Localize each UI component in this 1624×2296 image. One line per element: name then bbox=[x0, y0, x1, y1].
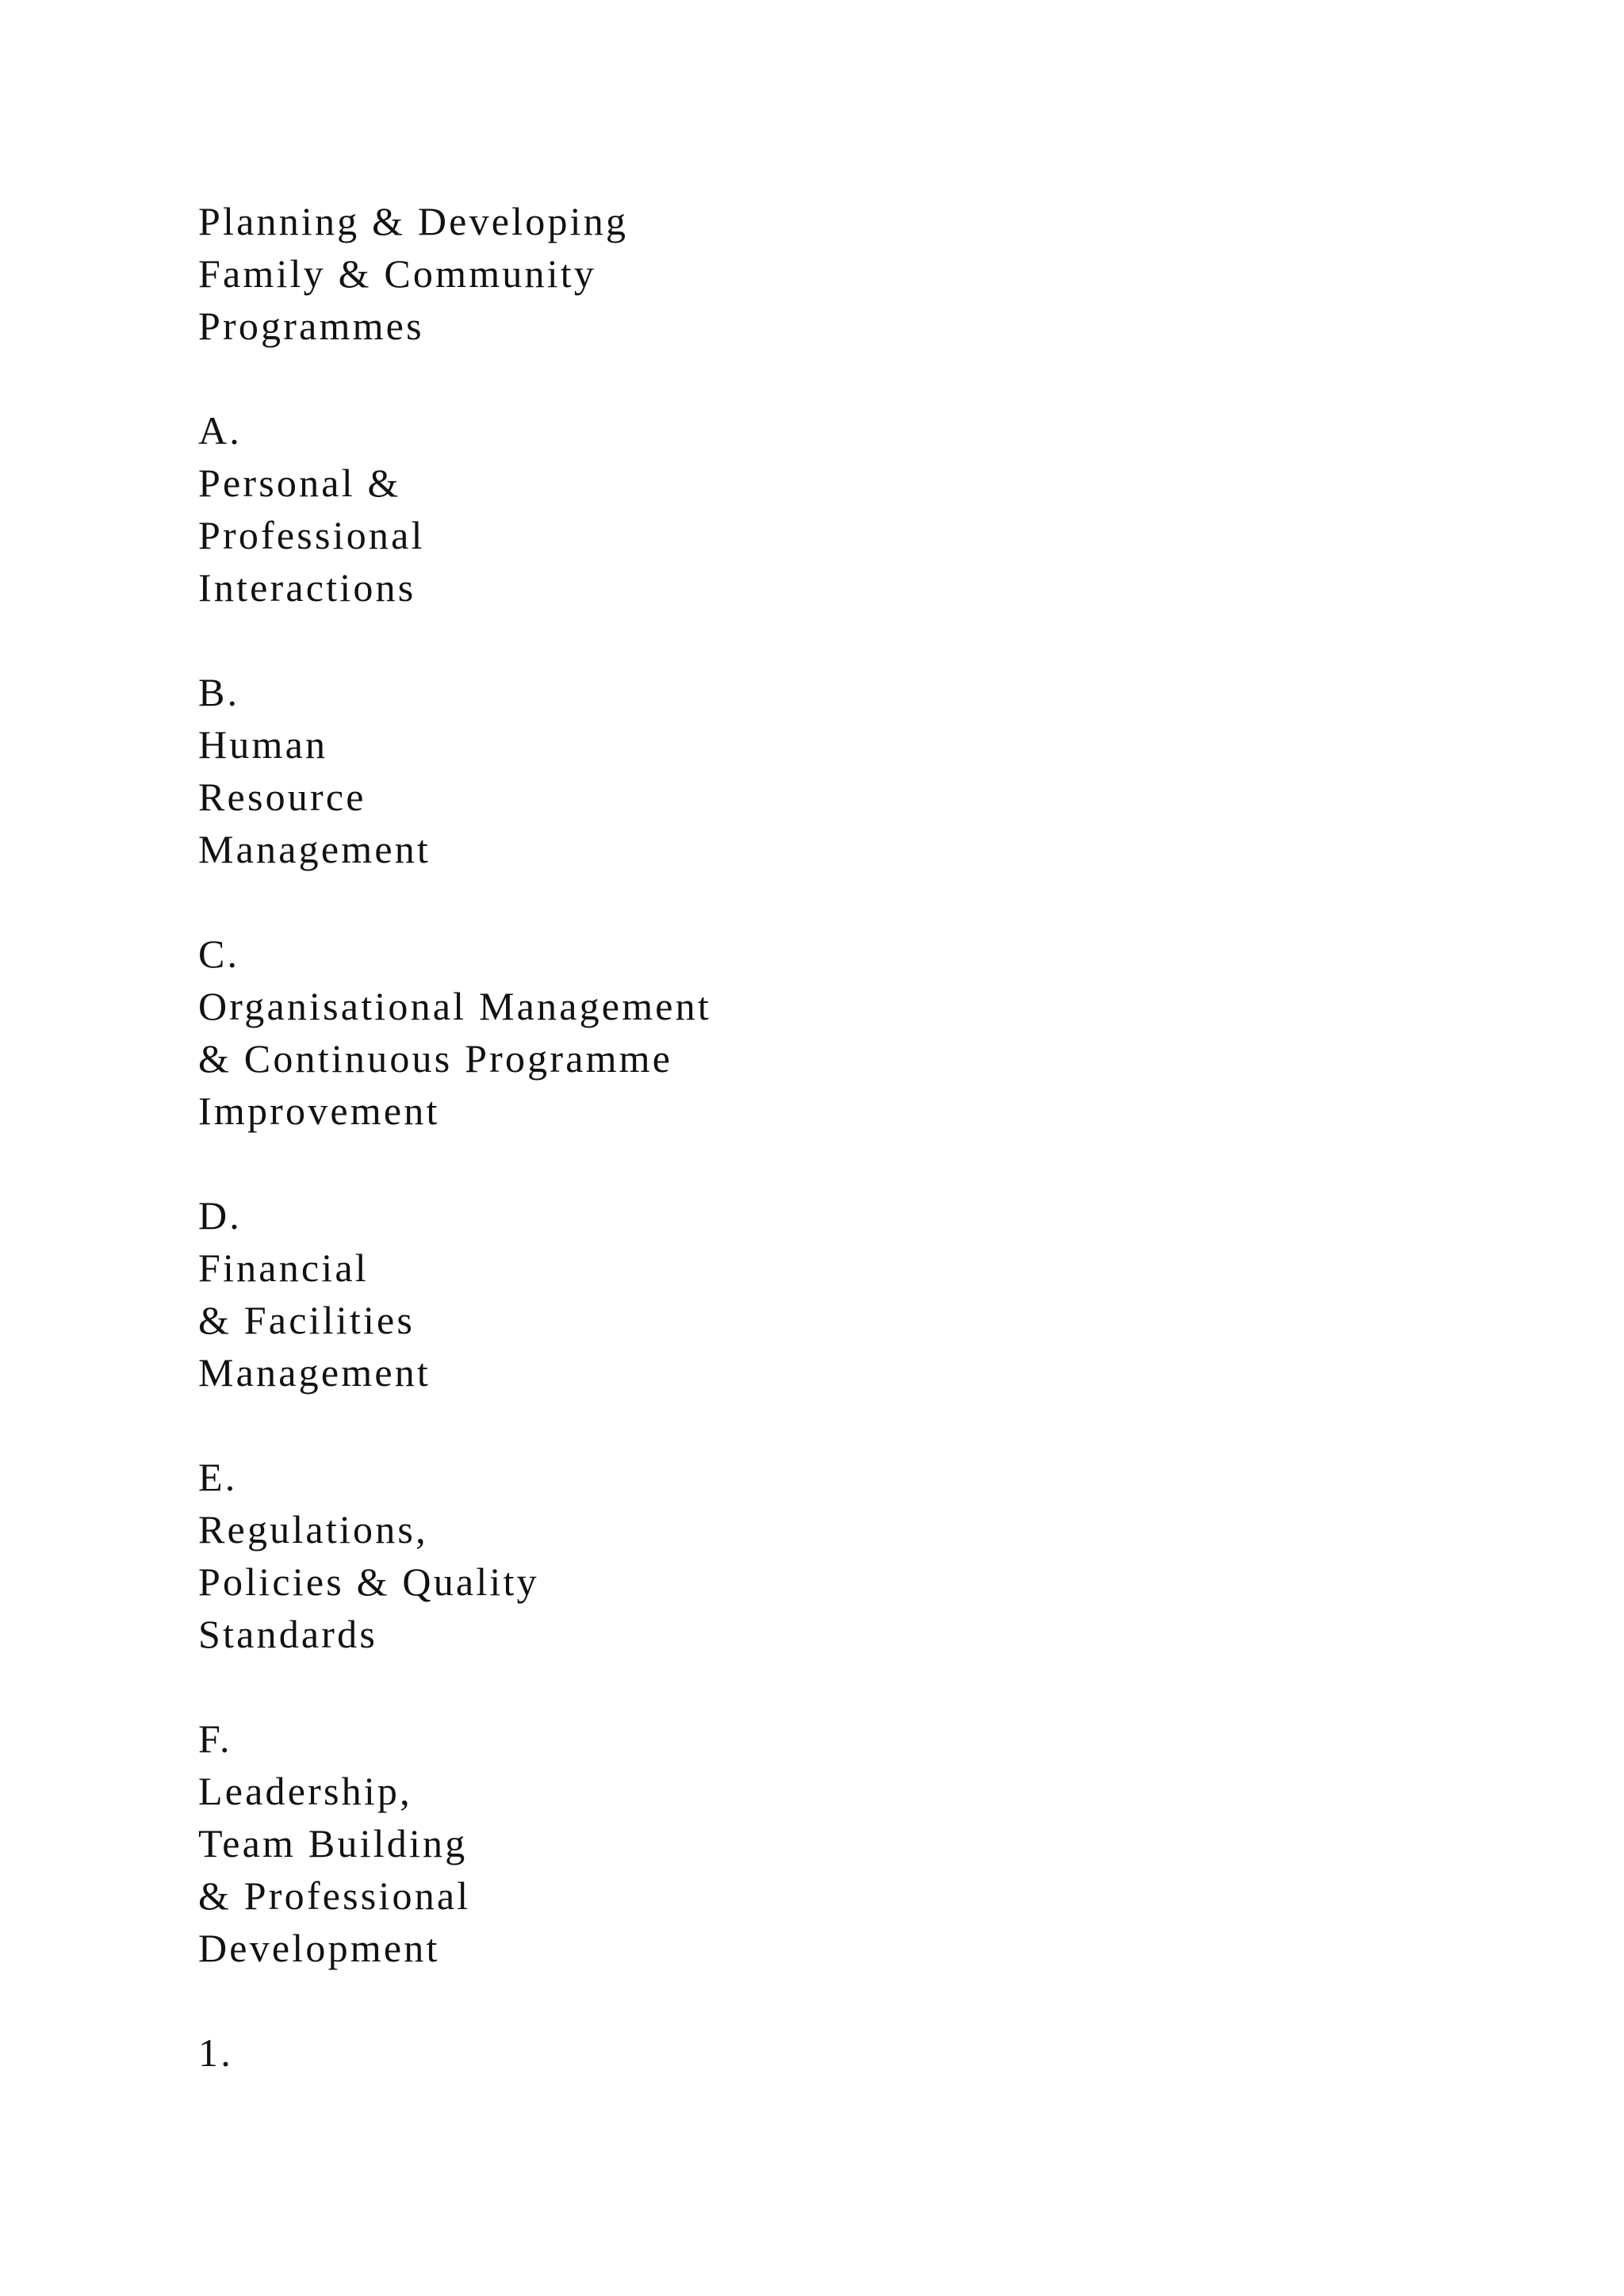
section-marker: A. bbox=[198, 408, 243, 453]
title-line: Planning & Developing bbox=[198, 199, 629, 243]
section-heading-line: Development bbox=[198, 1926, 440, 1970]
section-heading-line: Management bbox=[198, 1350, 431, 1395]
section-heading-line: Financial bbox=[198, 1246, 369, 1290]
section-heading-line: & Continuous Programme bbox=[198, 1036, 673, 1081]
section-d bbox=[198, 1189, 1467, 1399]
section-marker: D. bbox=[198, 1193, 243, 1238]
section-heading-line: Professional bbox=[198, 513, 425, 557]
section-marker: C. bbox=[198, 932, 240, 976]
spacer bbox=[198, 352, 1467, 404]
section-c bbox=[198, 928, 1467, 1137]
spacer bbox=[198, 1974, 1467, 2026]
numbered-marker: 1. bbox=[198, 2030, 233, 2075]
document-title bbox=[198, 195, 1467, 352]
section-heading-line: Personal & bbox=[198, 461, 401, 505]
section-heading-line: Organisational Management bbox=[198, 984, 711, 1028]
section-heading-line: Management bbox=[198, 827, 431, 871]
title-line: Family & Community bbox=[198, 251, 597, 296]
section-heading-line: Improvement bbox=[198, 1089, 440, 1133]
section-heading-line: & Facilities bbox=[198, 1298, 416, 1342]
section-marker: B. bbox=[198, 670, 240, 714]
section-a bbox=[198, 404, 1467, 614]
spacer bbox=[198, 1399, 1467, 1451]
section-heading-line: Policies & Quality bbox=[198, 1559, 539, 1604]
section-heading-line: Leadership, bbox=[198, 1769, 412, 1813]
document-body bbox=[198, 195, 1467, 2079]
section-heading-line: Resource bbox=[198, 775, 366, 819]
section-heading-line: & Professional bbox=[198, 1873, 471, 1918]
spacer bbox=[198, 875, 1467, 928]
section-heading-line: Interactions bbox=[198, 565, 416, 610]
section-heading-line: Human bbox=[198, 722, 328, 767]
title-line: Programmes bbox=[198, 304, 424, 348]
spacer bbox=[198, 1660, 1467, 1712]
section-e bbox=[198, 1451, 1467, 1660]
section-heading-line: Team Building bbox=[198, 1821, 468, 1866]
section-marker: E. bbox=[198, 1455, 238, 1499]
spacer bbox=[198, 1137, 1467, 1189]
section-f bbox=[198, 1712, 1467, 1974]
section-heading-line: Regulations, bbox=[198, 1507, 428, 1552]
section-b bbox=[198, 666, 1467, 875]
section-marker: F. bbox=[198, 1716, 232, 1761]
spacer bbox=[198, 614, 1467, 666]
section-heading-line: Standards bbox=[198, 1612, 377, 1656]
